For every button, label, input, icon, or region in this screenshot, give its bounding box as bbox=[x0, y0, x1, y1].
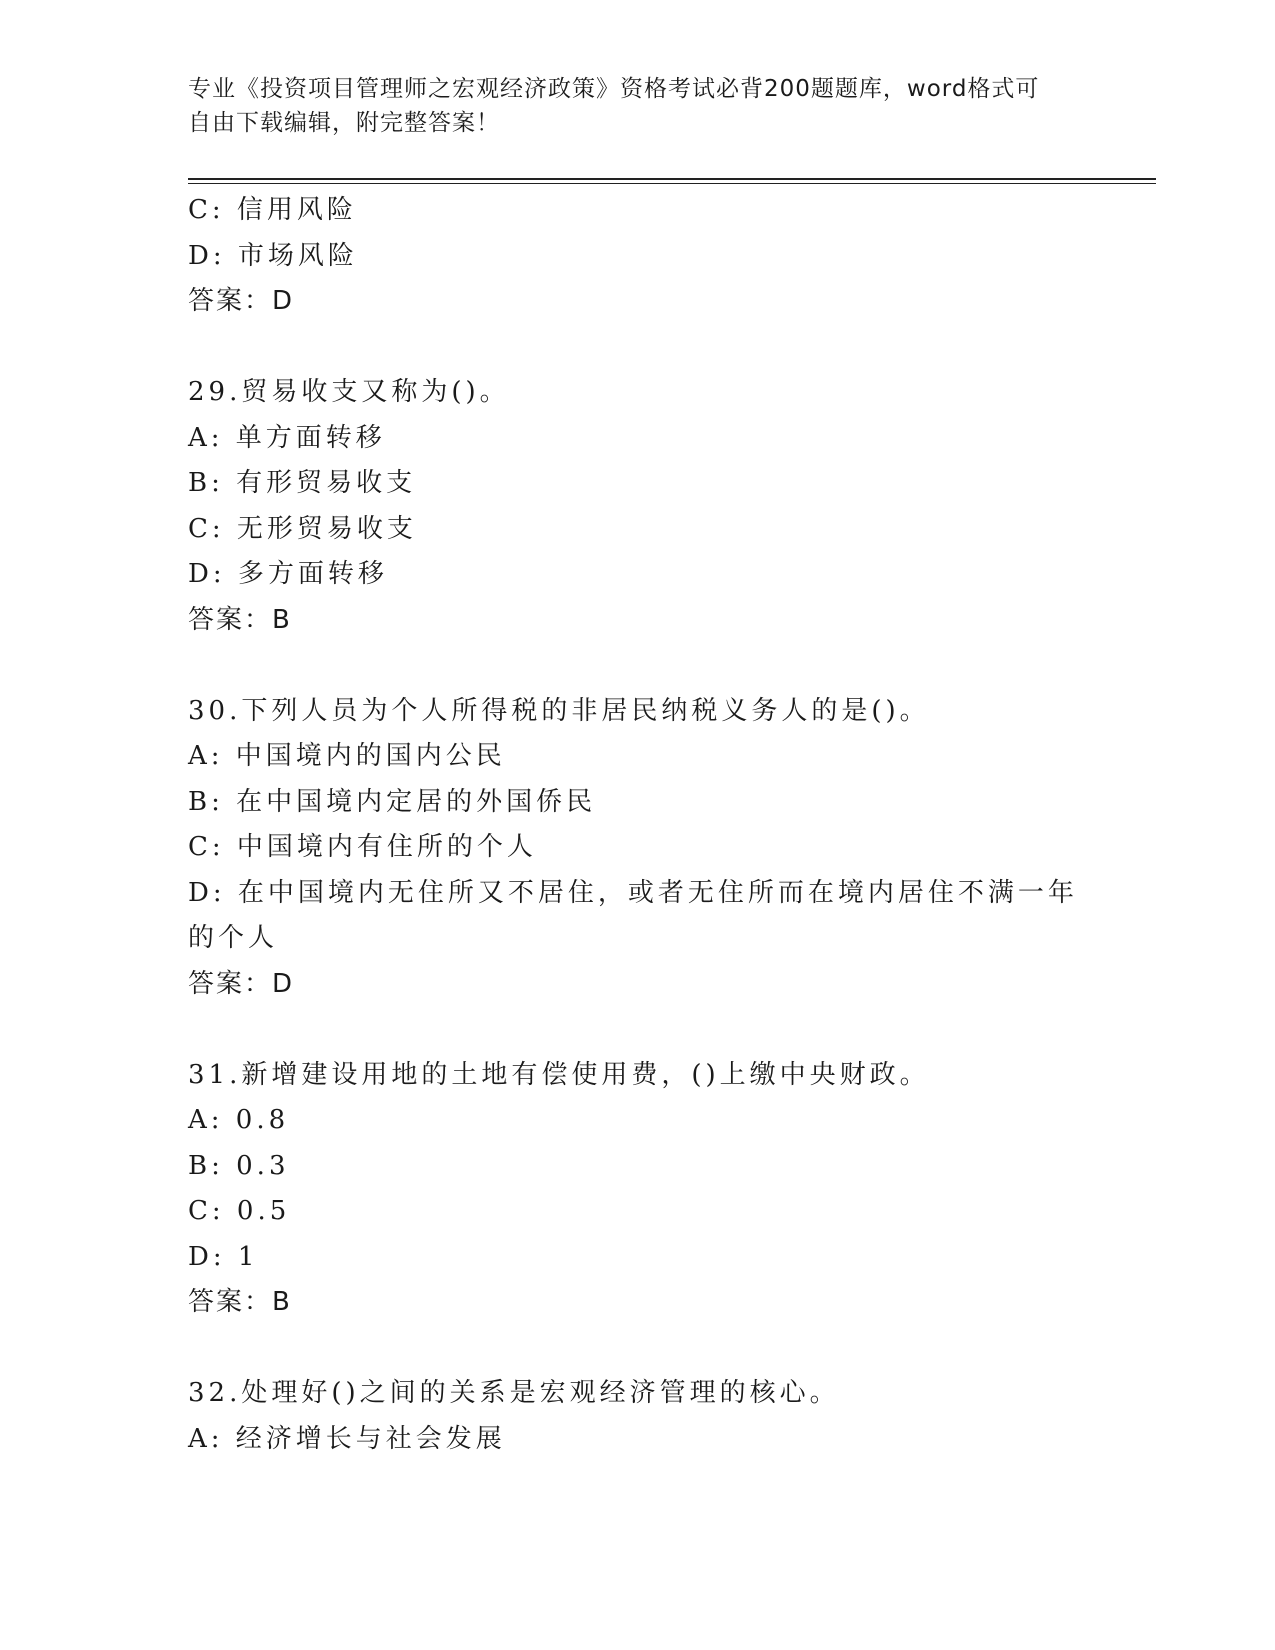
question-list bbox=[188, 188, 1088, 1462]
question-stem: 29.贸易收支又称为()。 bbox=[188, 377, 510, 407]
option-a: A: 0.8 bbox=[188, 1105, 290, 1135]
answer-line: 答案：D bbox=[188, 968, 295, 999]
answer-line: 答案：B bbox=[188, 604, 292, 635]
question-28-continued bbox=[188, 188, 1088, 325]
header-title-line-2: 自由下载编辑，附完整答案！ bbox=[188, 110, 500, 136]
spacer bbox=[188, 1007, 1088, 1053]
question-stem: 31.新增建设用地的土地有偿使用费，()上缴中央财政。 bbox=[188, 1059, 930, 1090]
question-stem: 32.处理好()之间的关系是宏观经济管理的核心。 bbox=[188, 1378, 840, 1408]
question-stem: 30.下列人员为个人所得税的非居民纳税义务人的是()。 bbox=[188, 695, 930, 726]
option-d: D: 在中国境内无住所又不居住，或者无住所而在境内居住不满一年的个人 bbox=[188, 877, 1078, 953]
question-30 bbox=[188, 689, 1088, 1008]
option-d: D: 1 bbox=[188, 1241, 259, 1272]
document-header bbox=[188, 72, 1088, 140]
answer-line: 答案：B bbox=[188, 1287, 292, 1317]
option-c: C: 0.5 bbox=[188, 1196, 291, 1226]
option-c: C: 中国境内有住所的个人 bbox=[188, 832, 537, 862]
header-title-line-1: 专业《投资项目管理师之宏观经济政策》资格考试必背200题题库，word格式可 bbox=[188, 76, 1040, 102]
option-b: B: 有形贸易收支 bbox=[188, 468, 417, 498]
option-a: A: 中国境内的国内公民 bbox=[188, 741, 506, 771]
question-32 bbox=[188, 1371, 1088, 1462]
option-b: B: 0.3 bbox=[188, 1150, 290, 1181]
option-a: A: 经济增长与社会发展 bbox=[188, 1423, 506, 1454]
question-31 bbox=[188, 1053, 1088, 1326]
header-rule-thick bbox=[188, 178, 1156, 180]
option-c: C: 信用风险 bbox=[188, 195, 357, 225]
option-d: D: 多方面转移 bbox=[188, 559, 388, 589]
option-d: D: 市场风险 bbox=[188, 240, 358, 271]
header-rule-thin bbox=[188, 183, 1156, 184]
spacer bbox=[188, 325, 1088, 371]
option-a: A: 单方面转移 bbox=[188, 422, 386, 453]
option-c: C: 无形贸易收支 bbox=[188, 513, 417, 544]
option-b: B: 在中国境内定居的外国侨民 bbox=[188, 786, 597, 817]
spacer bbox=[188, 643, 1088, 689]
answer-line: 答案：D bbox=[188, 286, 295, 316]
question-29 bbox=[188, 370, 1088, 643]
spacer bbox=[188, 1326, 1088, 1372]
